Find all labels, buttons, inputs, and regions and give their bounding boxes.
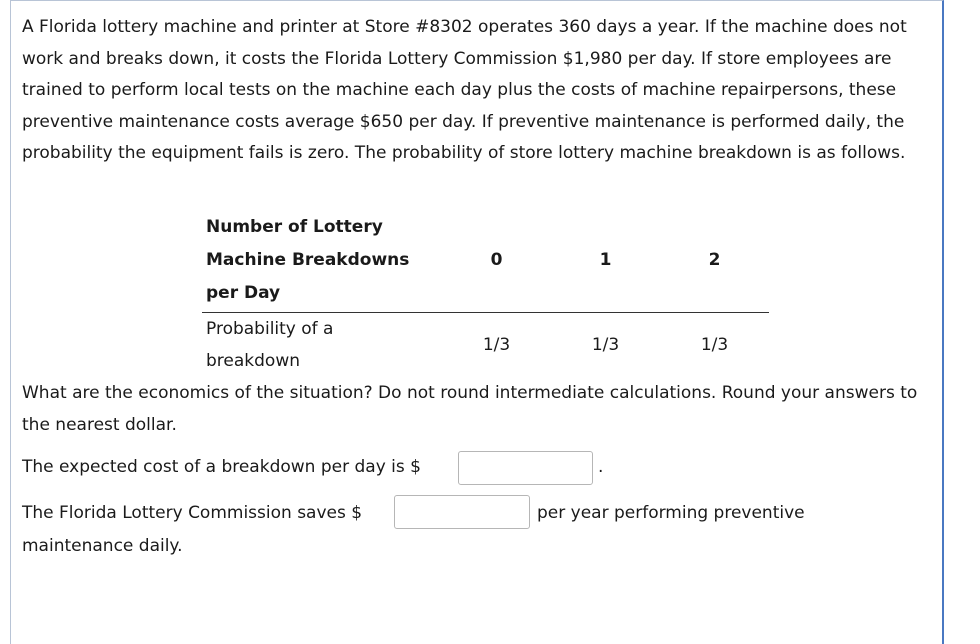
question-prompt: What are the economics of the situation? Do not round intermediate calculations. Round your answers to the nearest dollar.: [22, 383, 918, 435]
answer2-prefix: The Florida Lottery Commission saves $: [22, 503, 363, 523]
annual-savings-input[interactable]: [394, 495, 530, 529]
probability-2: 1/3: [700, 335, 729, 355]
answer2-continuation: maintenance daily.: [22, 536, 183, 556]
probability-table: [202, 208, 769, 377]
probability-0: 1/3: [482, 335, 511, 355]
problem-statement: A Florida lottery machine and printer at Store #8302 operates 360 days a year. If the machine does not work and breaks down, it costs the Florida Lottery Commission $1,980 per day. If store employees are trained to perform local tests on the machine each day plus the costs of machine repairpersons, these preventive maintenance costs average $650 per day. If preventive maintenance is performed daily, the probability the equipment fails is zero. The probability of store lottery machine breakdown is as follows.: [22, 17, 907, 163]
answer2-suffix: per year performing preventive: [537, 503, 805, 523]
breakdowns-0: 0: [442, 208, 551, 313]
breakdowns-header-line1: Number of Lottery: [206, 216, 383, 237]
probability-1: 1/3: [591, 335, 620, 355]
probability-label: [202, 313, 442, 378]
probability-label-line1: Probability of a: [206, 319, 334, 339]
expected-cost-input[interactable]: [458, 451, 593, 485]
breakdowns-2: 2: [660, 208, 769, 313]
probability-label-line2: breakdown: [206, 351, 300, 371]
answer1-prefix: The expected cost of a breakdown per day is $: [22, 457, 421, 477]
breakdowns-header-line3: per Day: [206, 282, 281, 303]
breakdowns-1: 1: [551, 208, 660, 313]
table-probability-row: [202, 313, 769, 378]
breakdowns-header: [202, 208, 442, 313]
answer1-suffix: .: [598, 457, 604, 477]
breakdowns-header-line2: Machine Breakdowns: [206, 249, 410, 270]
table-header-row: [202, 208, 769, 313]
